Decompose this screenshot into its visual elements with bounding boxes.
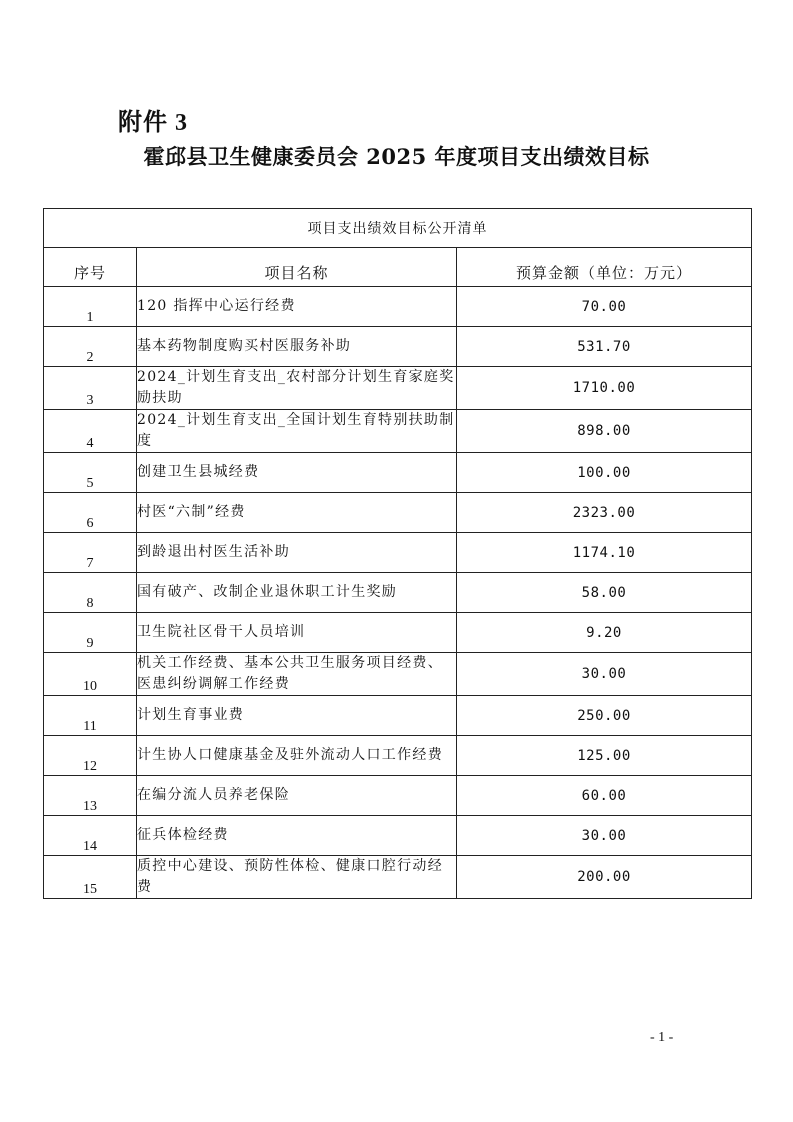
project-name: 机关工作经费、基本公共卫生服务项目经费、医患纠纷调解工作经费	[137, 653, 457, 696]
header-amount: 预算金额（单位：万元）	[457, 248, 752, 287]
project-name: 计划生育事业费	[137, 696, 457, 736]
page-number: - 1 -	[650, 1030, 674, 1045]
table-row	[44, 856, 752, 899]
budget-amount: 531.70	[457, 327, 752, 367]
row-number: 14	[44, 816, 137, 856]
budget-amount: 125.00	[457, 736, 752, 776]
project-name: 卫生院社区骨干人员培训	[137, 613, 457, 653]
row-number: 10	[44, 653, 137, 696]
table-caption-row	[44, 209, 752, 248]
project-name: 基本药物制度购买村医服务补助	[137, 327, 457, 367]
row-number: 2	[44, 327, 137, 367]
project-name: 2024_计划生育支出_农村部分计划生育家庭奖励扶助	[137, 367, 457, 410]
project-name: 村医“六制”经费	[137, 493, 457, 533]
table-row	[44, 736, 752, 776]
row-number: 9	[44, 613, 137, 653]
row-number: 5	[44, 453, 137, 493]
table-row	[44, 776, 752, 816]
header-no: 序号	[44, 248, 137, 287]
table-row	[44, 653, 752, 696]
table-caption: 项目支出绩效目标公开清单	[44, 209, 752, 248]
budget-amount: 30.00	[457, 816, 752, 856]
budget-amount: 70.00	[457, 287, 752, 327]
table-header-row	[44, 248, 752, 287]
table-body	[44, 287, 752, 899]
table-row	[44, 816, 752, 856]
project-name: 创建卫生县城经费	[137, 453, 457, 493]
row-number: 11	[44, 696, 137, 736]
row-number: 4	[44, 410, 137, 453]
row-number: 8	[44, 573, 137, 613]
table-row	[44, 613, 752, 653]
project-name: 2024_计划生育支出_全国计划生育特别扶助制度	[137, 410, 457, 453]
budget-amount: 58.00	[457, 573, 752, 613]
project-name: 120 指挥中心运行经费	[137, 287, 457, 327]
table-row	[44, 453, 752, 493]
budget-amount: 1710.00	[457, 367, 752, 410]
attachment-label: 附件 3	[118, 110, 188, 136]
budget-amount: 898.00	[457, 410, 752, 453]
budget-amount: 60.00	[457, 776, 752, 816]
document-title: 霍邱县卫生健康委员会 2025 年度项目支出绩效目标	[143, 144, 650, 169]
project-name: 到龄退出村医生活补助	[137, 533, 457, 573]
budget-amount: 9.20	[457, 613, 752, 653]
table-row	[44, 410, 752, 453]
budget-amount: 1174.10	[457, 533, 752, 573]
table-row	[44, 533, 752, 573]
budget-amount: 30.00	[457, 653, 752, 696]
budget-table	[43, 208, 752, 899]
table-row	[44, 493, 752, 533]
row-number: 15	[44, 856, 137, 899]
table-row	[44, 696, 752, 736]
row-number: 1	[44, 287, 137, 327]
budget-amount: 100.00	[457, 453, 752, 493]
project-name: 国有破产、改制企业退休职工计生奖励	[137, 573, 457, 613]
table-row	[44, 573, 752, 613]
row-number: 13	[44, 776, 137, 816]
project-name: 在编分流人员养老保险	[137, 776, 457, 816]
header-name: 项目名称	[137, 248, 457, 287]
budget-amount: 2323.00	[457, 493, 752, 533]
table-row	[44, 287, 752, 327]
budget-amount: 200.00	[457, 856, 752, 899]
row-number: 3	[44, 367, 137, 410]
table-row	[44, 367, 752, 410]
table-row	[44, 327, 752, 367]
row-number: 7	[44, 533, 137, 573]
project-name: 质控中心建设、预防性体检、健康口腔行动经费	[137, 856, 457, 899]
budget-amount: 250.00	[457, 696, 752, 736]
project-name: 征兵体检经费	[137, 816, 457, 856]
project-name: 计生协人口健康基金及驻外流动人口工作经费	[137, 736, 457, 776]
row-number: 6	[44, 493, 137, 533]
row-number: 12	[44, 736, 137, 776]
